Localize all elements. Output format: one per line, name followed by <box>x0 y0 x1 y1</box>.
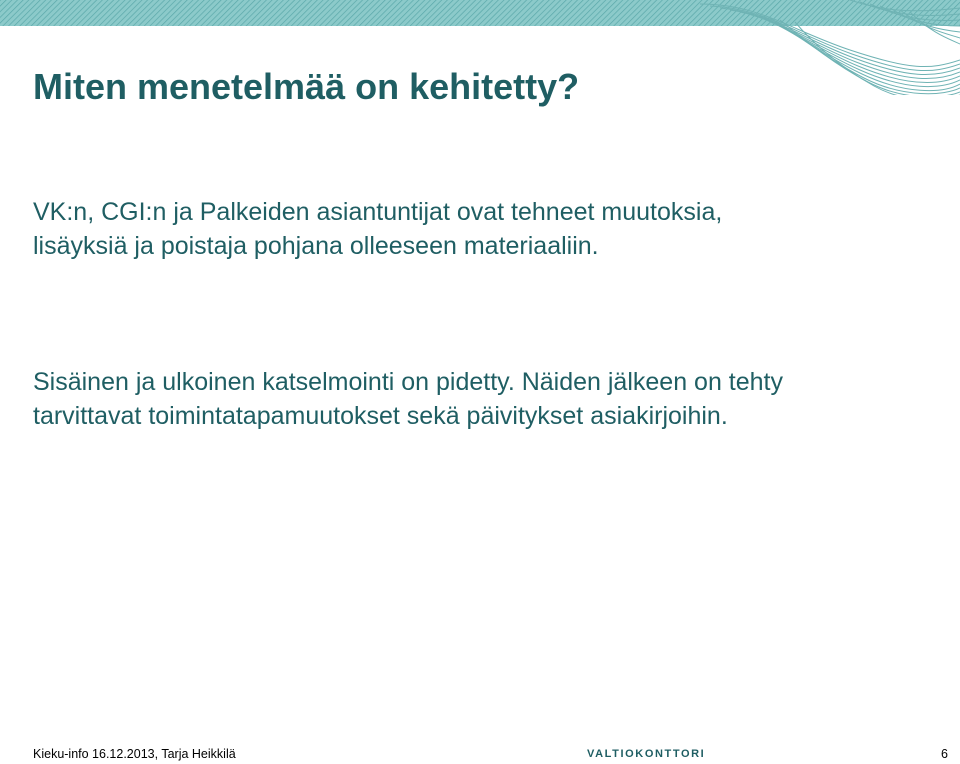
valtiokonttori-logo: VALTIOKONTTORI <box>587 748 706 760</box>
page-number: 6 <box>941 747 948 761</box>
body-paragraph-2: Sisäinen ja ulkoinen katselmointi on pidetty. Näiden jälkeen on tehty tarvittavat toimintatapamuutokset sekä päivitykset asiakirjoihin. <box>33 368 783 430</box>
footer-info: Kieku-info 16.12.2013, Tarja Heikkilä <box>33 747 236 761</box>
body-paragraph-1: VK:n, CGI:n ja Palkeiden asiantuntijat ovat tehneet muutoksia, lisäyksiä ja poistaja pohjana olleeseen materiaaliin. <box>33 198 723 260</box>
slide-title: Miten menetelmää on kehitetty? <box>33 66 580 107</box>
wave-lines-decoration <box>700 0 960 95</box>
slide-footer <box>0 742 960 764</box>
